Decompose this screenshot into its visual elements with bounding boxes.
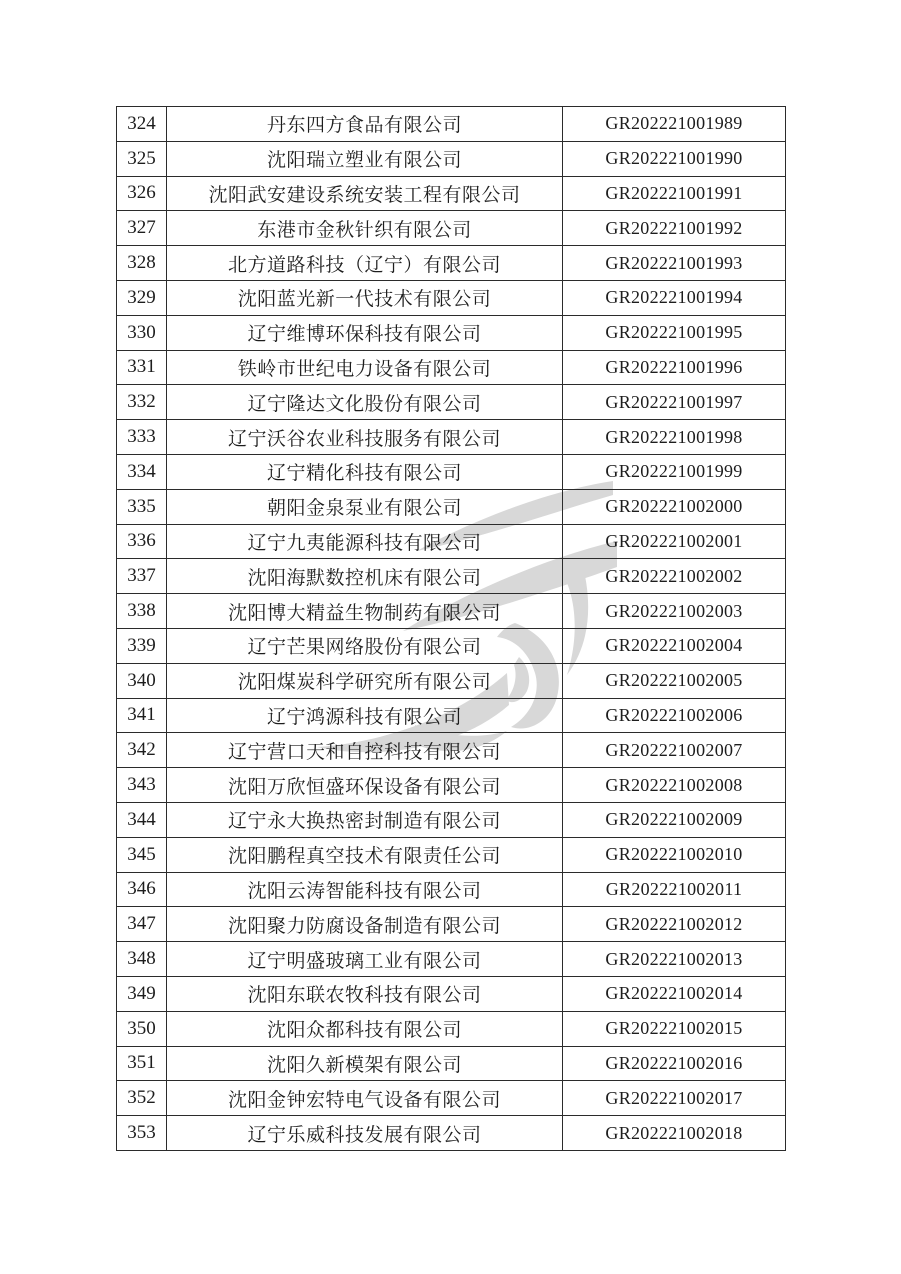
company-name-cell: 北方道路科技（辽宁）有限公司 — [167, 246, 563, 281]
company-name-cell: 辽宁芒果网络股份有限公司 — [167, 628, 563, 663]
table-row — [117, 628, 786, 663]
certificate-code-cell: GR202221001990 — [563, 141, 786, 176]
certificate-code-cell: GR202221002009 — [563, 802, 786, 837]
table-row — [117, 1046, 786, 1081]
certificate-code-cell: GR202221001998 — [563, 420, 786, 455]
company-name-cell: 辽宁鸿源科技有限公司 — [167, 698, 563, 733]
row-number-cell: 326 — [117, 176, 167, 211]
company-name-cell: 辽宁精化科技有限公司 — [167, 454, 563, 489]
certificate-code-cell: GR202221002001 — [563, 524, 786, 559]
row-number-cell: 327 — [117, 211, 167, 246]
table-row — [117, 454, 786, 489]
row-number-cell: 342 — [117, 733, 167, 768]
table-row — [117, 559, 786, 594]
row-number-cell: 348 — [117, 942, 167, 977]
row-number-cell: 333 — [117, 420, 167, 455]
table-row — [117, 489, 786, 524]
row-number-cell: 334 — [117, 454, 167, 489]
row-number-cell: 338 — [117, 594, 167, 629]
certificate-table — [116, 106, 786, 1151]
certificate-code-cell: GR202221001994 — [563, 280, 786, 315]
table-row — [117, 594, 786, 629]
certificate-code-cell: GR202221002007 — [563, 733, 786, 768]
certificate-code-cell: GR202221002016 — [563, 1046, 786, 1081]
table-row — [117, 698, 786, 733]
certificate-code-cell: GR202221001991 — [563, 176, 786, 211]
table-row — [117, 315, 786, 350]
certificate-code-cell: GR202221002003 — [563, 594, 786, 629]
company-name-cell: 东港市金秋针织有限公司 — [167, 211, 563, 246]
table-row — [117, 176, 786, 211]
row-number-cell: 341 — [117, 698, 167, 733]
row-number-cell: 324 — [117, 107, 167, 142]
certificate-code-cell: GR202221002017 — [563, 1081, 786, 1116]
row-number-cell: 352 — [117, 1081, 167, 1116]
company-name-cell: 辽宁营口天和自控科技有限公司 — [167, 733, 563, 768]
certificate-code-cell: GR202221002005 — [563, 663, 786, 698]
certificate-code-cell: GR202221002012 — [563, 907, 786, 942]
table-row — [117, 107, 786, 142]
company-name-cell: 沈阳金钟宏特电气设备有限公司 — [167, 1081, 563, 1116]
company-name-cell: 沈阳聚力防腐设备制造有限公司 — [167, 907, 563, 942]
certificate-code-cell: GR202221002006 — [563, 698, 786, 733]
row-number-cell: 330 — [117, 315, 167, 350]
row-number-cell: 346 — [117, 872, 167, 907]
company-name-cell: 丹东四方食品有限公司 — [167, 107, 563, 142]
company-name-cell: 沈阳武安建设系统安装工程有限公司 — [167, 176, 563, 211]
certificate-code-cell: GR202221002014 — [563, 976, 786, 1011]
row-number-cell: 350 — [117, 1011, 167, 1046]
row-number-cell: 351 — [117, 1046, 167, 1081]
company-name-cell: 辽宁乐威科技发展有限公司 — [167, 1116, 563, 1151]
certificate-code-cell: GR202221001993 — [563, 246, 786, 281]
certificate-code-cell: GR202221001999 — [563, 454, 786, 489]
certificate-code-cell: GR202221002018 — [563, 1116, 786, 1151]
company-name-cell: 辽宁维博环保科技有限公司 — [167, 315, 563, 350]
table-row — [117, 663, 786, 698]
certificate-code-cell: GR202221002008 — [563, 768, 786, 803]
table-row — [117, 420, 786, 455]
table-row — [117, 141, 786, 176]
table-row — [117, 1116, 786, 1151]
table-row — [117, 350, 786, 385]
certificate-code-cell: GR202221002010 — [563, 837, 786, 872]
company-name-cell: 辽宁九夷能源科技有限公司 — [167, 524, 563, 559]
company-name-cell: 沈阳瑞立塑业有限公司 — [167, 141, 563, 176]
certificate-code-cell: GR202221001995 — [563, 315, 786, 350]
row-number-cell: 353 — [117, 1116, 167, 1151]
row-number-cell: 337 — [117, 559, 167, 594]
company-name-cell: 辽宁沃谷农业科技服务有限公司 — [167, 420, 563, 455]
company-name-cell: 沈阳众都科技有限公司 — [167, 1011, 563, 1046]
company-name-cell: 辽宁隆达文化股份有限公司 — [167, 385, 563, 420]
company-name-cell: 沈阳云涛智能科技有限公司 — [167, 872, 563, 907]
table-row — [117, 942, 786, 977]
row-number-cell: 329 — [117, 280, 167, 315]
company-name-cell: 辽宁明盛玻璃工业有限公司 — [167, 942, 563, 977]
row-number-cell: 347 — [117, 907, 167, 942]
company-name-cell: 沈阳东联农牧科技有限公司 — [167, 976, 563, 1011]
company-name-cell: 铁岭市世纪电力设备有限公司 — [167, 350, 563, 385]
table-row — [117, 802, 786, 837]
certificate-code-cell: GR202221002000 — [563, 489, 786, 524]
certificate-code-cell: GR202221002004 — [563, 628, 786, 663]
row-number-cell: 340 — [117, 663, 167, 698]
row-number-cell: 332 — [117, 385, 167, 420]
row-number-cell: 343 — [117, 768, 167, 803]
certificate-code-cell: GR202221002013 — [563, 942, 786, 977]
row-number-cell: 328 — [117, 246, 167, 281]
table-row — [117, 280, 786, 315]
row-number-cell: 335 — [117, 489, 167, 524]
company-name-cell: 沈阳海默数控机床有限公司 — [167, 559, 563, 594]
certificate-code-cell: GR202221001989 — [563, 107, 786, 142]
certificate-code-cell: GR202221001992 — [563, 211, 786, 246]
row-number-cell: 339 — [117, 628, 167, 663]
table-row — [117, 976, 786, 1011]
table-row — [117, 385, 786, 420]
company-name-cell: 沈阳久新模架有限公司 — [167, 1046, 563, 1081]
company-name-cell: 沈阳万欣恒盛环保设备有限公司 — [167, 768, 563, 803]
table-row — [117, 1081, 786, 1116]
row-number-cell: 336 — [117, 524, 167, 559]
row-number-cell: 345 — [117, 837, 167, 872]
table-row — [117, 768, 786, 803]
certificate-code-cell: GR202221002002 — [563, 559, 786, 594]
table-row — [117, 211, 786, 246]
table-row — [117, 246, 786, 281]
table-row — [117, 524, 786, 559]
certificate-code-cell: GR202221001997 — [563, 385, 786, 420]
table-row — [117, 872, 786, 907]
certificate-code-cell: GR202221002011 — [563, 872, 786, 907]
company-name-cell: 辽宁永大换热密封制造有限公司 — [167, 802, 563, 837]
row-number-cell: 331 — [117, 350, 167, 385]
certificate-table-body — [117, 107, 786, 1151]
certificate-code-cell: GR202221002015 — [563, 1011, 786, 1046]
table-row — [117, 733, 786, 768]
row-number-cell: 325 — [117, 141, 167, 176]
table-row — [117, 1011, 786, 1046]
table-row — [117, 907, 786, 942]
table-row — [117, 837, 786, 872]
company-name-cell: 沈阳博大精益生物制药有限公司 — [167, 594, 563, 629]
certificate-code-cell: GR202221001996 — [563, 350, 786, 385]
row-number-cell: 344 — [117, 802, 167, 837]
company-name-cell: 沈阳蓝光新一代技术有限公司 — [167, 280, 563, 315]
row-number-cell: 349 — [117, 976, 167, 1011]
company-name-cell: 朝阳金泉泵业有限公司 — [167, 489, 563, 524]
company-name-cell: 沈阳煤炭科学研究所有限公司 — [167, 663, 563, 698]
company-name-cell: 沈阳鹏程真空技术有限责任公司 — [167, 837, 563, 872]
